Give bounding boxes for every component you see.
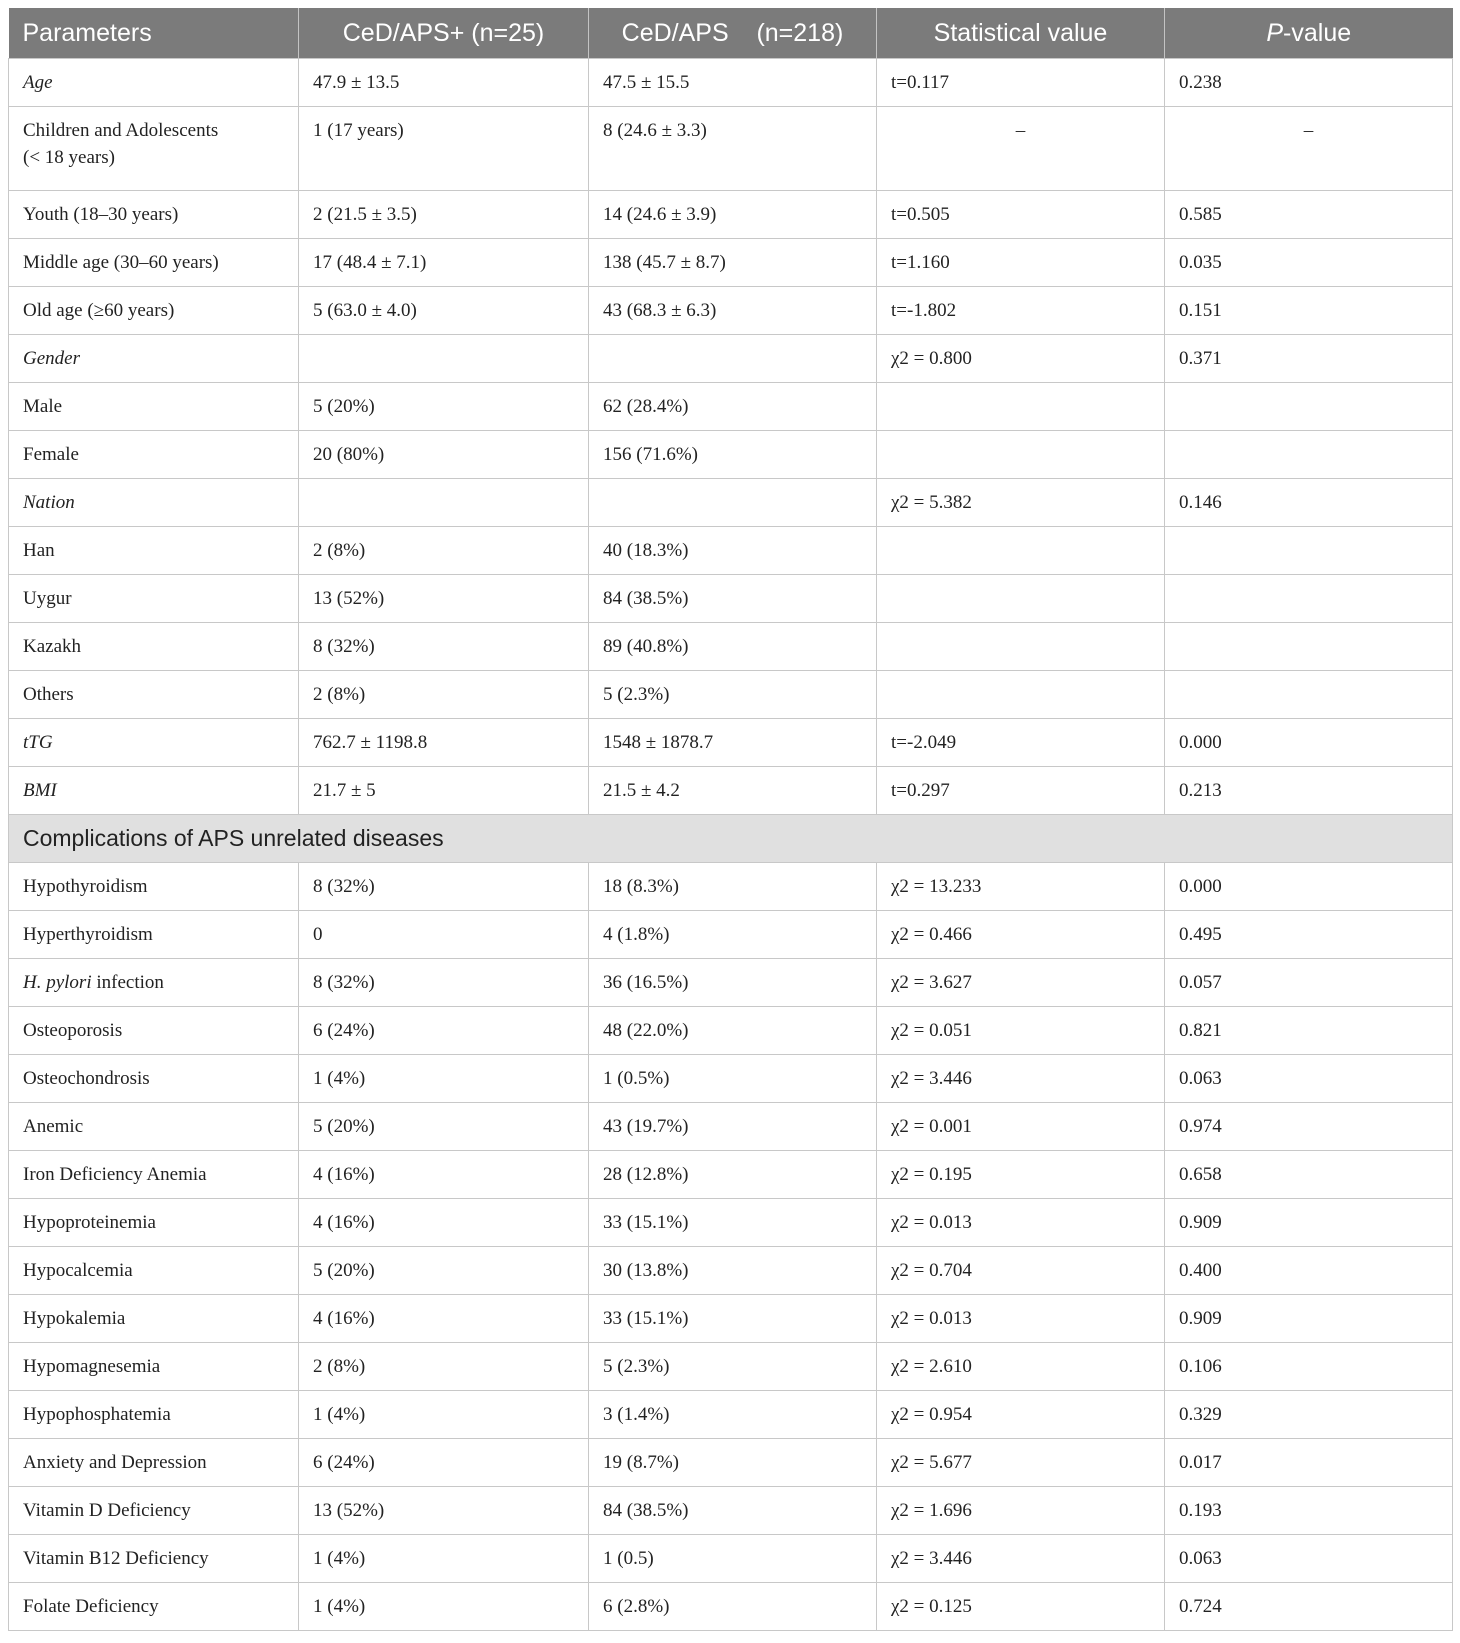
stat-cell [877, 431, 1165, 479]
group1-cell: 13 (52%) [299, 1487, 589, 1535]
row-label: Uygur [9, 575, 299, 623]
p-cell: 0.035 [1165, 239, 1453, 287]
table-row [9, 911, 1453, 959]
p-cell: 0.821 [1165, 1007, 1453, 1055]
row-label: Hypomagnesemia [9, 1343, 299, 1391]
group2-cell: 5 (2.3%) [589, 1343, 877, 1391]
stat-cell: – [877, 107, 1165, 191]
p-cell: 0.106 [1165, 1343, 1453, 1391]
row-label: Middle age (30–60 years) [9, 239, 299, 287]
header-row [9, 8, 1453, 59]
p-cell: 0.193 [1165, 1487, 1453, 1535]
stat-cell: χ2 = 0.954 [877, 1391, 1165, 1439]
group2-cell: 89 (40.8%) [589, 623, 877, 671]
group2-cell: 3 (1.4%) [589, 1391, 877, 1439]
group2-cell: 1 (0.5) [589, 1535, 877, 1583]
row-label-italic: H. pylori [23, 972, 92, 993]
row-label: Old age (≥60 years) [9, 287, 299, 335]
stat-cell: t=0.297 [877, 767, 1165, 815]
stat-cell: χ2 = 3.627 [877, 959, 1165, 1007]
group2-cell: 1 (0.5%) [589, 1055, 877, 1103]
stat-cell: t=0.117 [877, 59, 1165, 107]
row-label: Vitamin B12 Deficiency [9, 1535, 299, 1583]
stat-cell: χ2 = 0.001 [877, 1103, 1165, 1151]
stat-cell: χ2 = 5.677 [877, 1439, 1165, 1487]
table-row [9, 1247, 1453, 1295]
table-row [9, 239, 1453, 287]
p-cell: 0.057 [1165, 959, 1453, 1007]
row-label: Hypophosphatemia [9, 1391, 299, 1439]
group2-cell: 84 (38.5%) [589, 575, 877, 623]
p-cell: 0.146 [1165, 479, 1453, 527]
p-cell: – [1165, 107, 1453, 191]
row-label: Han [9, 527, 299, 575]
row-label: Gender [9, 335, 299, 383]
stat-cell [877, 383, 1165, 431]
stat-cell [877, 527, 1165, 575]
group1-cell: 1 (17 years) [299, 107, 589, 191]
p-cell: 0.909 [1165, 1199, 1453, 1247]
group2-cell: 5 (2.3%) [589, 671, 877, 719]
group1-cell: 20 (80%) [299, 431, 589, 479]
header-p-value [1165, 8, 1453, 59]
group1-cell: 2 (21.5 ± 3.5) [299, 191, 589, 239]
p-cell [1165, 671, 1453, 719]
p-cell: 0.400 [1165, 1247, 1453, 1295]
table-row [9, 335, 1453, 383]
p-cell: 0.329 [1165, 1391, 1453, 1439]
table-row [9, 191, 1453, 239]
row-label: Vitamin D Deficiency [9, 1487, 299, 1535]
group2-cell: 1548 ± 1878.7 [589, 719, 877, 767]
row-label: Male [9, 383, 299, 431]
stat-cell: t=-1.802 [877, 287, 1165, 335]
stat-cell: χ2 = 0.125 [877, 1583, 1165, 1631]
header-p-italic: P [1266, 18, 1284, 47]
table-row [9, 863, 1453, 911]
row-label: Anxiety and Depression [9, 1439, 299, 1487]
table-row [9, 527, 1453, 575]
table-container [8, 8, 1452, 1631]
stat-cell: χ2 = 0.466 [877, 911, 1165, 959]
stat-cell: χ2 = 0.704 [877, 1247, 1165, 1295]
group1-cell: 6 (24%) [299, 1439, 589, 1487]
table-body [9, 59, 1453, 1631]
row-label [9, 959, 299, 1007]
row-label: Osteoporosis [9, 1007, 299, 1055]
group1-cell [299, 335, 589, 383]
p-cell [1165, 383, 1453, 431]
table-row [9, 479, 1453, 527]
group1-cell: 4 (16%) [299, 1151, 589, 1199]
p-cell [1165, 575, 1453, 623]
table-row [9, 1583, 1453, 1631]
group2-cell: 36 (16.5%) [589, 959, 877, 1007]
table-row [9, 1391, 1453, 1439]
p-cell: 0.974 [1165, 1103, 1453, 1151]
table-row [9, 767, 1453, 815]
group2-cell: 43 (19.7%) [589, 1103, 877, 1151]
table-row [9, 1295, 1453, 1343]
p-cell [1165, 623, 1453, 671]
stat-cell [877, 623, 1165, 671]
table-row [9, 107, 1453, 191]
group1-cell: 1 (4%) [299, 1391, 589, 1439]
group2-cell: 48 (22.0%) [589, 1007, 877, 1055]
table-row [9, 575, 1453, 623]
group2-cell: 6 (2.8%) [589, 1583, 877, 1631]
p-cell: 0.585 [1165, 191, 1453, 239]
group1-cell: 17 (48.4 ± 7.1) [299, 239, 589, 287]
p-cell: 0.000 [1165, 719, 1453, 767]
stat-cell [877, 575, 1165, 623]
table-row [9, 623, 1453, 671]
row-label: Female [9, 431, 299, 479]
group2-cell: 18 (8.3%) [589, 863, 877, 911]
group1-cell: 1 (4%) [299, 1535, 589, 1583]
table-row [9, 1103, 1453, 1151]
p-cell: 0.371 [1165, 335, 1453, 383]
table-row [9, 1439, 1453, 1487]
group1-cell: 1 (4%) [299, 1055, 589, 1103]
p-cell: 0.909 [1165, 1295, 1453, 1343]
group1-cell: 21.7 ± 5 [299, 767, 589, 815]
stat-cell: t=1.160 [877, 239, 1165, 287]
table-row [9, 59, 1453, 107]
demographics-table [8, 8, 1453, 1631]
group2-cell: 8 (24.6 ± 3.3) [589, 107, 877, 191]
row-label: Hypoproteinemia [9, 1199, 299, 1247]
row-label: Age [9, 59, 299, 107]
p-cell: 0.495 [1165, 911, 1453, 959]
group2-cell: 19 (8.7%) [589, 1439, 877, 1487]
group1-cell: 762.7 ± 1198.8 [299, 719, 589, 767]
table-header [9, 8, 1453, 59]
section-row [9, 815, 1453, 863]
table-row [9, 1343, 1453, 1391]
row-label: Anemic [9, 1103, 299, 1151]
row-label: Hyperthyroidism [9, 911, 299, 959]
table-row [9, 1535, 1453, 1583]
group2-cell [589, 335, 877, 383]
stat-cell [877, 671, 1165, 719]
group1-cell: 4 (16%) [299, 1199, 589, 1247]
group1-cell: 6 (24%) [299, 1007, 589, 1055]
group1-cell: 4 (16%) [299, 1295, 589, 1343]
row-label: Osteochondrosis [9, 1055, 299, 1103]
p-cell: 0.238 [1165, 59, 1453, 107]
stat-cell: χ2 = 5.382 [877, 479, 1165, 527]
p-cell [1165, 431, 1453, 479]
p-cell: 0.063 [1165, 1535, 1453, 1583]
group1-cell: 5 (20%) [299, 383, 589, 431]
group2-cell: 30 (13.8%) [589, 1247, 877, 1295]
stat-cell: χ2 = 0.013 [877, 1199, 1165, 1247]
header-parameters: Parameters [9, 8, 299, 59]
p-cell [1165, 527, 1453, 575]
group1-cell: 47.9 ± 13.5 [299, 59, 589, 107]
stat-cell: χ2 = 3.446 [877, 1055, 1165, 1103]
group2-cell: 4 (1.8%) [589, 911, 877, 959]
group2-cell [589, 479, 877, 527]
header-group2: CeD/APS (n=218) [589, 8, 877, 59]
group1-cell: 8 (32%) [299, 863, 589, 911]
stat-cell: χ2 = 2.610 [877, 1343, 1165, 1391]
p-cell: 0.213 [1165, 767, 1453, 815]
group1-cell: 5 (63.0 ± 4.0) [299, 287, 589, 335]
table-row [9, 431, 1453, 479]
table-row [9, 383, 1453, 431]
stat-cell: t=-2.049 [877, 719, 1165, 767]
section-title: Complications of APS unrelated diseases [9, 815, 1453, 863]
stat-cell: χ2 = 13.233 [877, 863, 1165, 911]
group2-cell: 14 (24.6 ± 3.9) [589, 191, 877, 239]
table-row [9, 1055, 1453, 1103]
p-cell: 0.724 [1165, 1583, 1453, 1631]
table-row [9, 1151, 1453, 1199]
row-label-rest: infection [91, 972, 164, 993]
row-label: Iron Deficiency Anemia [9, 1151, 299, 1199]
group2-cell: 40 (18.3%) [589, 527, 877, 575]
group1-cell [299, 479, 589, 527]
row-label: Kazakh [9, 623, 299, 671]
p-cell: 0.658 [1165, 1151, 1453, 1199]
row-label: Hypothyroidism [9, 863, 299, 911]
table-row [9, 671, 1453, 719]
row-label: Hypocalcemia [9, 1247, 299, 1295]
table-row [9, 287, 1453, 335]
group2-cell: 84 (38.5%) [589, 1487, 877, 1535]
group1-cell: 5 (20%) [299, 1103, 589, 1151]
header-statistical-value: Statistical value [877, 8, 1165, 59]
group2-cell: 33 (15.1%) [589, 1199, 877, 1247]
group2-cell: 62 (28.4%) [589, 383, 877, 431]
stat-cell: χ2 = 0.051 [877, 1007, 1165, 1055]
row-label-line1: Children and Adolescents [23, 120, 219, 141]
stat-cell: χ2 = 0.195 [877, 1151, 1165, 1199]
group1-cell: 13 (52%) [299, 575, 589, 623]
table-row [9, 1487, 1453, 1535]
group1-cell: 8 (32%) [299, 959, 589, 1007]
p-cell: 0.000 [1165, 863, 1453, 911]
row-label: Youth (18–30 years) [9, 191, 299, 239]
group1-cell: 2 (8%) [299, 671, 589, 719]
group2-cell: 156 (71.6%) [589, 431, 877, 479]
row-label: Nation [9, 479, 299, 527]
table-row [9, 1199, 1453, 1247]
stat-cell: χ2 = 1.696 [877, 1487, 1165, 1535]
row-label-line2: (< 18 years) [23, 147, 115, 168]
group2-cell: 138 (45.7 ± 8.7) [589, 239, 877, 287]
row-label: Hypokalemia [9, 1295, 299, 1343]
stat-cell: χ2 = 3.446 [877, 1535, 1165, 1583]
header-group1: CeD/APS+ (n=25) [299, 8, 589, 59]
p-cell: 0.017 [1165, 1439, 1453, 1487]
row-label [9, 107, 299, 191]
table-row [9, 719, 1453, 767]
group2-cell: 47.5 ± 15.5 [589, 59, 877, 107]
stat-cell: χ2 = 0.800 [877, 335, 1165, 383]
group1-cell: 2 (8%) [299, 527, 589, 575]
stat-cell: χ2 = 0.013 [877, 1295, 1165, 1343]
row-label: Others [9, 671, 299, 719]
row-label: BMI [9, 767, 299, 815]
row-label: tTG [9, 719, 299, 767]
group1-cell: 0 [299, 911, 589, 959]
group2-cell: 33 (15.1%) [589, 1295, 877, 1343]
group1-cell: 2 (8%) [299, 1343, 589, 1391]
row-label: Folate Deficiency [9, 1583, 299, 1631]
p-cell: 0.063 [1165, 1055, 1453, 1103]
p-cell: 0.151 [1165, 287, 1453, 335]
group2-cell: 43 (68.3 ± 6.3) [589, 287, 877, 335]
table-row [9, 1007, 1453, 1055]
header-p-suffix: -value [1283, 18, 1352, 47]
table-row [9, 959, 1453, 1007]
group1-cell: 1 (4%) [299, 1583, 589, 1631]
group2-cell: 21.5 ± 4.2 [589, 767, 877, 815]
group2-cell: 28 (12.8%) [589, 1151, 877, 1199]
group1-cell: 5 (20%) [299, 1247, 589, 1295]
group1-cell: 8 (32%) [299, 623, 589, 671]
stat-cell: t=0.505 [877, 191, 1165, 239]
